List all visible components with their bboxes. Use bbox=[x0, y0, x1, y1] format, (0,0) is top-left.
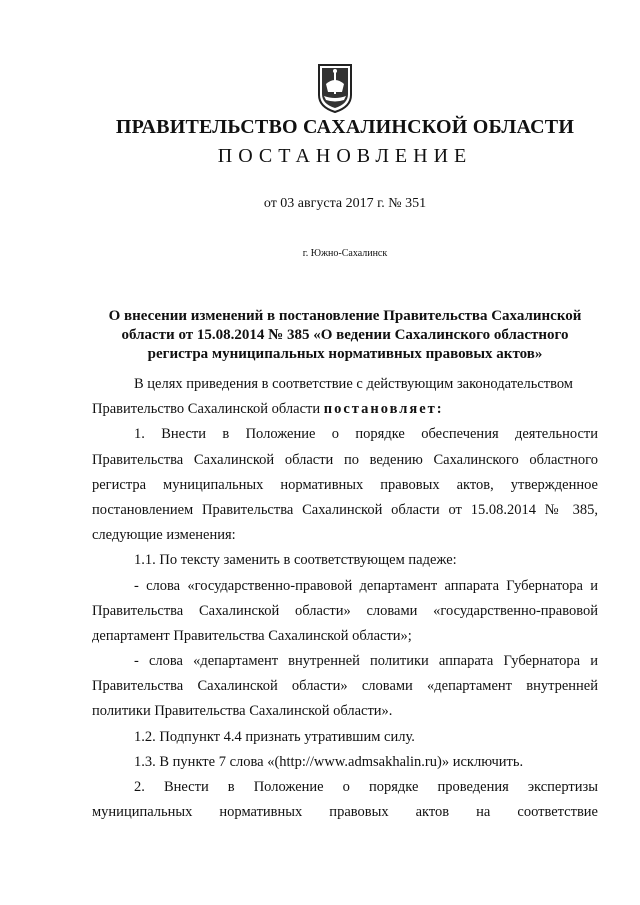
dash-item-1-line: - слова «государственно-правовой департамент аппарата Губернатора и bbox=[134, 577, 598, 594]
dash-item-2-line: - слова «департамент внутренней политики аппарата Губернатора и bbox=[134, 653, 598, 670]
intro-line: В целях приведения в соответствие с действующим законодательством bbox=[134, 376, 573, 392]
paragraph-2-line: 2. Внести в Положение о порядке проведения экспертизы bbox=[134, 779, 598, 795]
intro-line bbox=[92, 397, 598, 422]
paragraph-2-line: муниципальных нормативных правовых актов на соответствие bbox=[92, 804, 598, 821]
document-type: ПОСТАНОВЛЕНИЕ bbox=[217, 145, 473, 167]
paragraph-1-line: Правительства Сахалинской области по ведению Сахалинского областного bbox=[92, 451, 598, 468]
paragraph-1-line: постановлением Правительства Сахалинской области от 15.08.2014 № 385, bbox=[92, 501, 598, 518]
subitem-1-3: 1.3. В пункте 7 слова «(http://www.admsakhalin.ru)» исключить. bbox=[134, 753, 524, 770]
paragraph-1-line: 1. Внести в Положение о порядке обеспечения деятельности bbox=[134, 426, 598, 443]
dash-item-2-line: Правительства Сахалинской области» словами «департамент внутренней bbox=[92, 678, 598, 695]
document-title bbox=[100, 307, 590, 364]
paragraph-1-line: следующие изменения: bbox=[92, 527, 236, 544]
intro-prefix: Правительство Сахалинской области bbox=[92, 401, 324, 418]
subitem-1-1: 1.1. По тексту заменить в соответствующем падеже: bbox=[134, 552, 457, 569]
document-body bbox=[92, 372, 598, 825]
sakhalin-coat-of-arms-icon bbox=[314, 62, 356, 114]
subitem-1-2: 1.2. Подпункт 4.4 признать утратившим силу. bbox=[134, 728, 415, 745]
city: г. Южно-Сахалинск bbox=[302, 248, 388, 259]
government-name: ПРАВИТЕЛЬСТВО САХАЛИНСКОЙ ОБЛАСТИ bbox=[115, 116, 575, 138]
dash-item-2-line: политики Правительства Сахалинской области». bbox=[92, 703, 393, 720]
dash-item-1-line: департамент Правительства Сахалинской области»; bbox=[92, 627, 412, 644]
decree-verb: постановляет: bbox=[323, 401, 444, 418]
title-line: области от 15.08.2014 № 385 «О ведении Сахалинского областного bbox=[121, 327, 569, 343]
dash-item-1-line: Правительства Сахалинской области» словами «государственно-правовой bbox=[92, 602, 598, 619]
date-and-number: от 03 августа 2017 г. № 351 bbox=[263, 196, 427, 211]
title-line: регистра муниципальных нормативных правовых актов» bbox=[147, 346, 543, 362]
paragraph-1-line: регистра муниципальных нормативных правовых актов, утвержденное bbox=[92, 476, 598, 493]
title-line: О внесении изменений в постановление Правительства Сахалинской bbox=[108, 308, 582, 324]
